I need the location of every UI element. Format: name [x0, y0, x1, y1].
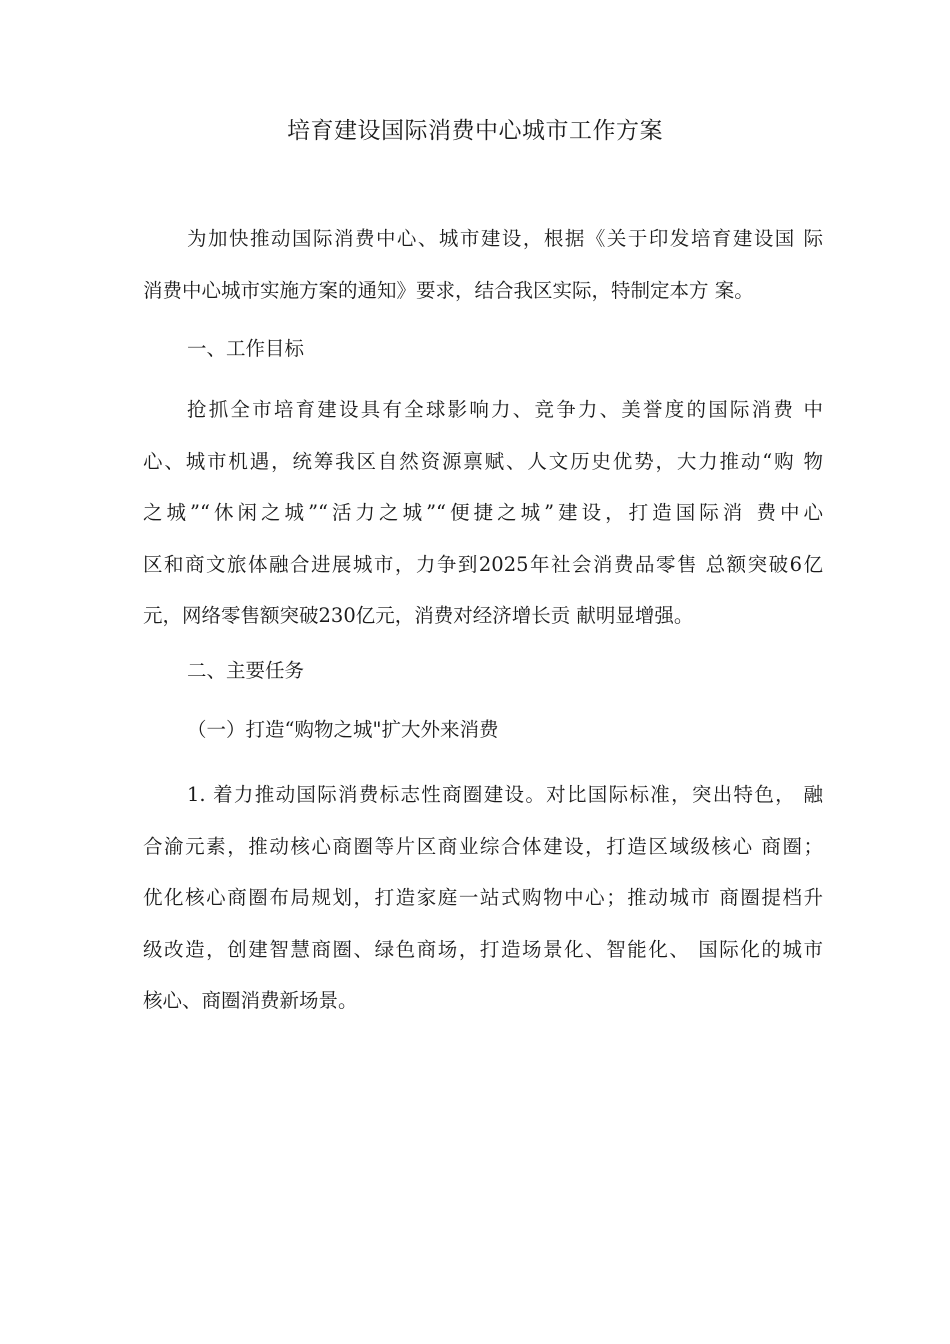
section-1-paragraph: [143, 384, 823, 642]
section-1-heading: 一、工作目标: [187, 337, 305, 360]
section-1-line-4: 区和商文旅体融合进展城市，力争到2025年社会消费品零售 总额突破6亿: [143, 552, 823, 576]
intro-line-1: 为加快推动国际消费中心、城市建设，根据《关于印发培育建设国 际: [187, 227, 823, 250]
item-1-line-4: 级改造，创建智慧商圈、绿色商场，打造场景化、智能化、 国际化的城市: [143, 937, 823, 961]
section-1-line-3: 之城”“休闲之城”“活力之城”“便捷之城”建设，打造国际消 费中心: [143, 501, 823, 524]
item-1-paragraph: [143, 769, 823, 1027]
section-2-heading: 二、主要任务: [187, 659, 305, 682]
section-2-subheading: （一）打造“购物之城"扩大外来消费: [187, 718, 499, 741]
intro-line-2: 消费中心城市实施方案的通知》要求，结合我区实际，特制定本方 案。: [143, 278, 754, 302]
intro-paragraph: [143, 213, 823, 316]
document-title: 培育建设国际消费中心城市工作方案: [287, 118, 663, 144]
section-1-line-1: 抢抓全市培育建设具有全球影响力、竞争力、美誉度的国际消费 中: [187, 398, 823, 421]
item-1-line-3: 优化核心商圈布局规划，打造家庭一站式购物中心；推动城市 商圈提档升: [143, 886, 823, 909]
section-1-line-2: 心、城市机遇，统筹我区自然资源禀赋、人文历史优势，大力推动“购 物: [143, 449, 823, 473]
section-1-line-5: 元，网络零售额突破230亿元，消费对经济增长贡 献明显增强。: [143, 604, 694, 627]
item-1-line-1: 1. 着力推动国际消费标志性商圈建设。对比国际标准，突出特色， 融: [187, 783, 823, 806]
item-1-line-2: 合渝元素，推动核心商圈等片区商业综合体建设，打造区域级核心 商圈；: [143, 834, 823, 858]
item-1-line-5: 核心、商圈消费新场景。: [143, 989, 358, 1012]
